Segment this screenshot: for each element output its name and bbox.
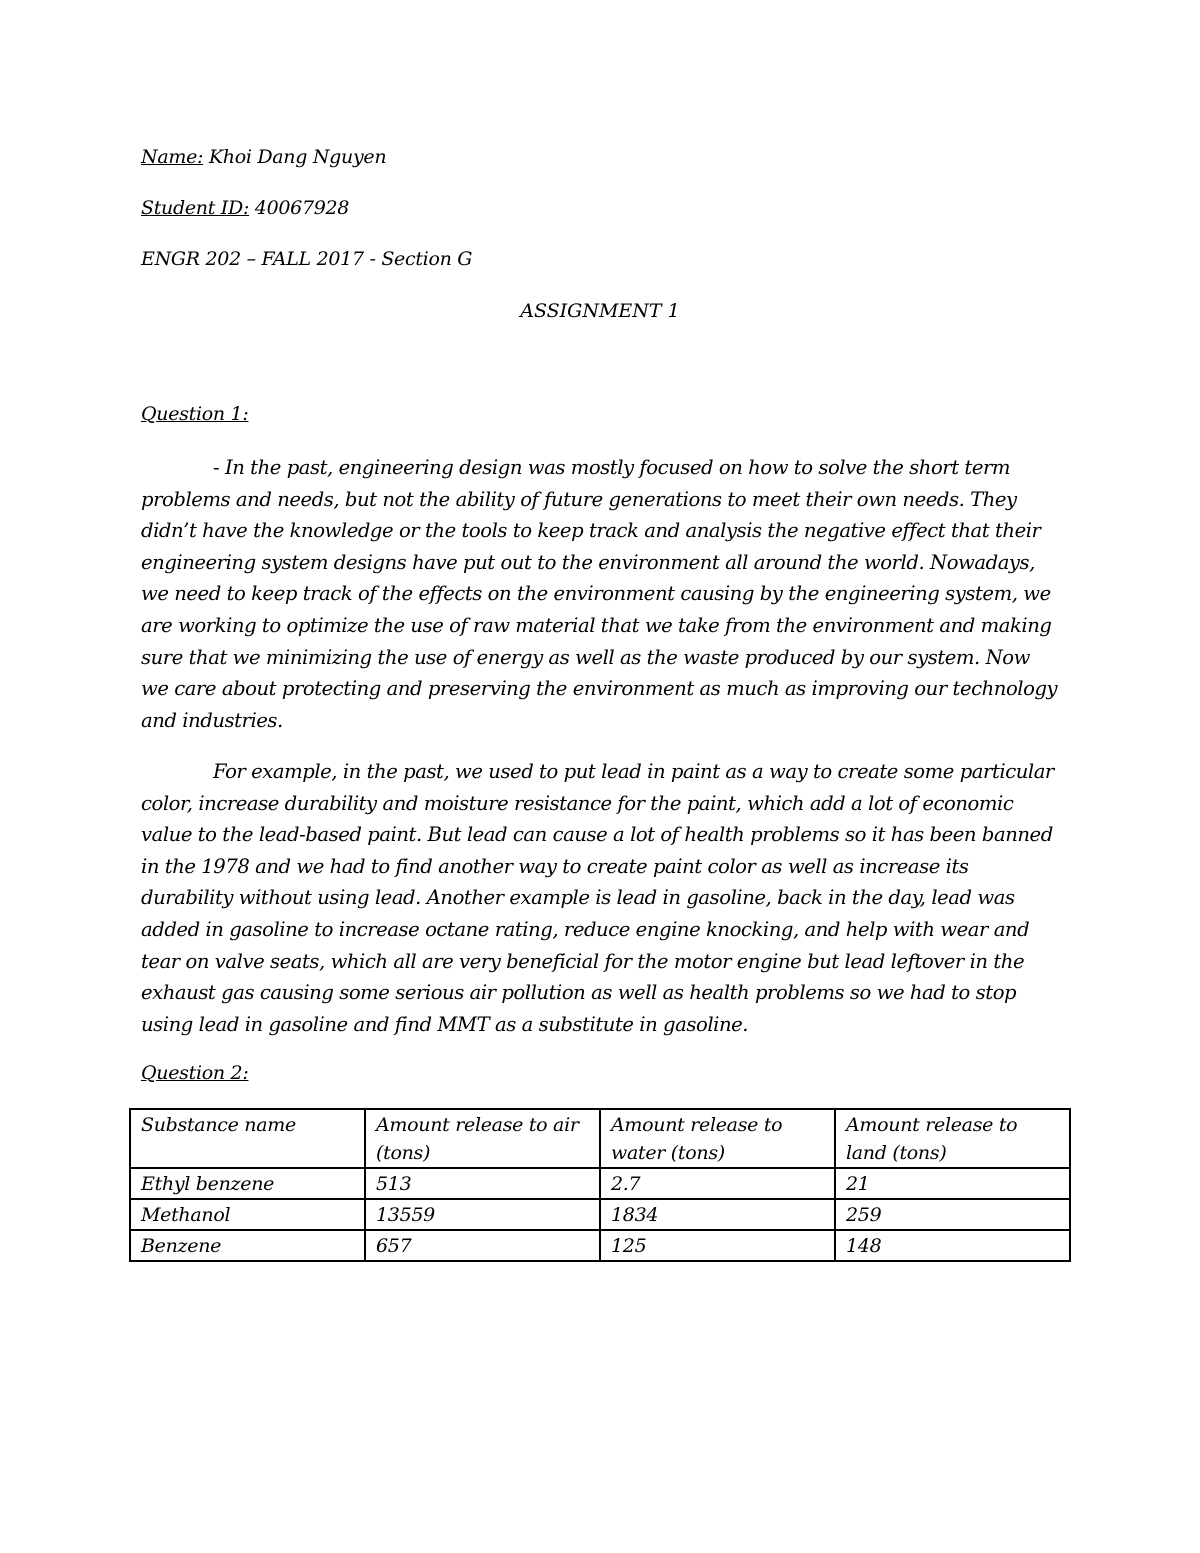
table-header-cell: Amount release to land (tons): [835, 1109, 1070, 1168]
question1-heading: [141, 402, 248, 426]
question1-paragraph2-text: For example, in the past, we used to put lead in paint as a way to create some particular color, increase durability and moisture resistance for the paint, which add a lot of economic value to the lead-based paint. But lead can cause a lot of health problems so it has been banned in the 1978 and we had to find another way to create paint color as well as increase its durability without using lead. Another example is lead in gasoline, back in the day, lead was added in gasoline to increase octane rating, reduce engine knocking, and help with wear and tear on valve seats, which all are very beneficial for the motor engine but lead leftover in the exhaust gas causing some serious air pollution as well as health problems so we had to stop using lead in gasoline and find MMT as a substitute in gasoline.: [141, 760, 1054, 1036]
question2-heading-text: Question 2:: [141, 1062, 249, 1084]
table-row: [130, 1199, 1070, 1230]
name-label: Name:: [141, 146, 204, 168]
table-cell: 1834: [600, 1199, 835, 1230]
table-cell: Benzene: [130, 1230, 365, 1261]
assignment-title: ASSIGNMENT 1: [520, 300, 680, 322]
question1-paragraph2: [141, 756, 1061, 1040]
table-header-cell: Amount release to water (tons): [600, 1109, 835, 1168]
student-id-line: [141, 196, 349, 220]
student-id-value: 40067928: [249, 197, 350, 219]
table-cell: 657: [365, 1230, 600, 1261]
table-cell: 21: [835, 1168, 1070, 1199]
table-cell: 513: [365, 1168, 600, 1199]
question1-paragraph1: [141, 452, 1061, 736]
table-cell: 148: [835, 1230, 1070, 1261]
table-row: [130, 1168, 1070, 1199]
table-cell: 259: [835, 1199, 1070, 1230]
name-value: Khoi Dang Nguyen: [203, 146, 387, 168]
release-table: [129, 1108, 1071, 1262]
table-header-cell: Substance name: [130, 1109, 365, 1168]
table-cell: 125: [600, 1230, 835, 1261]
table-header-cell: Amount release to air (tons): [365, 1109, 600, 1168]
table-cell: 13559: [365, 1199, 600, 1230]
table-row: [130, 1230, 1070, 1261]
name-line: [141, 145, 386, 169]
question1-paragraph1-text: - In the past, engineering design was mostly focused on how to solve the short term problems and needs, but not the ability of future generations to meet their own needs. They didn’t have the knowledge or the tools to keep track and analysis the negative effect that their engineering system designs have put out to the environment all around the world. Nowadays, we need to keep track of the effects on the environment causing by the engineering system, we are working to optimize the use of raw material that we take from the environment and making sure that we minimizing the use of energy as well as the waste produced by our system. Now we care about protecting and preserving the environment as much as improving our technology and industries.: [141, 456, 1058, 732]
table-cell: Ethyl benzene: [130, 1168, 365, 1199]
student-id-label: Student ID:: [141, 197, 250, 219]
table-cell: Methanol: [130, 1199, 365, 1230]
question1-heading-text: Question 1:: [141, 403, 249, 425]
question2-heading: [141, 1061, 248, 1085]
course-line: ENGR 202 – FALL 2017 - Section G: [141, 248, 473, 270]
table-cell: 2.7: [600, 1168, 835, 1199]
table-header-row: [130, 1109, 1070, 1168]
